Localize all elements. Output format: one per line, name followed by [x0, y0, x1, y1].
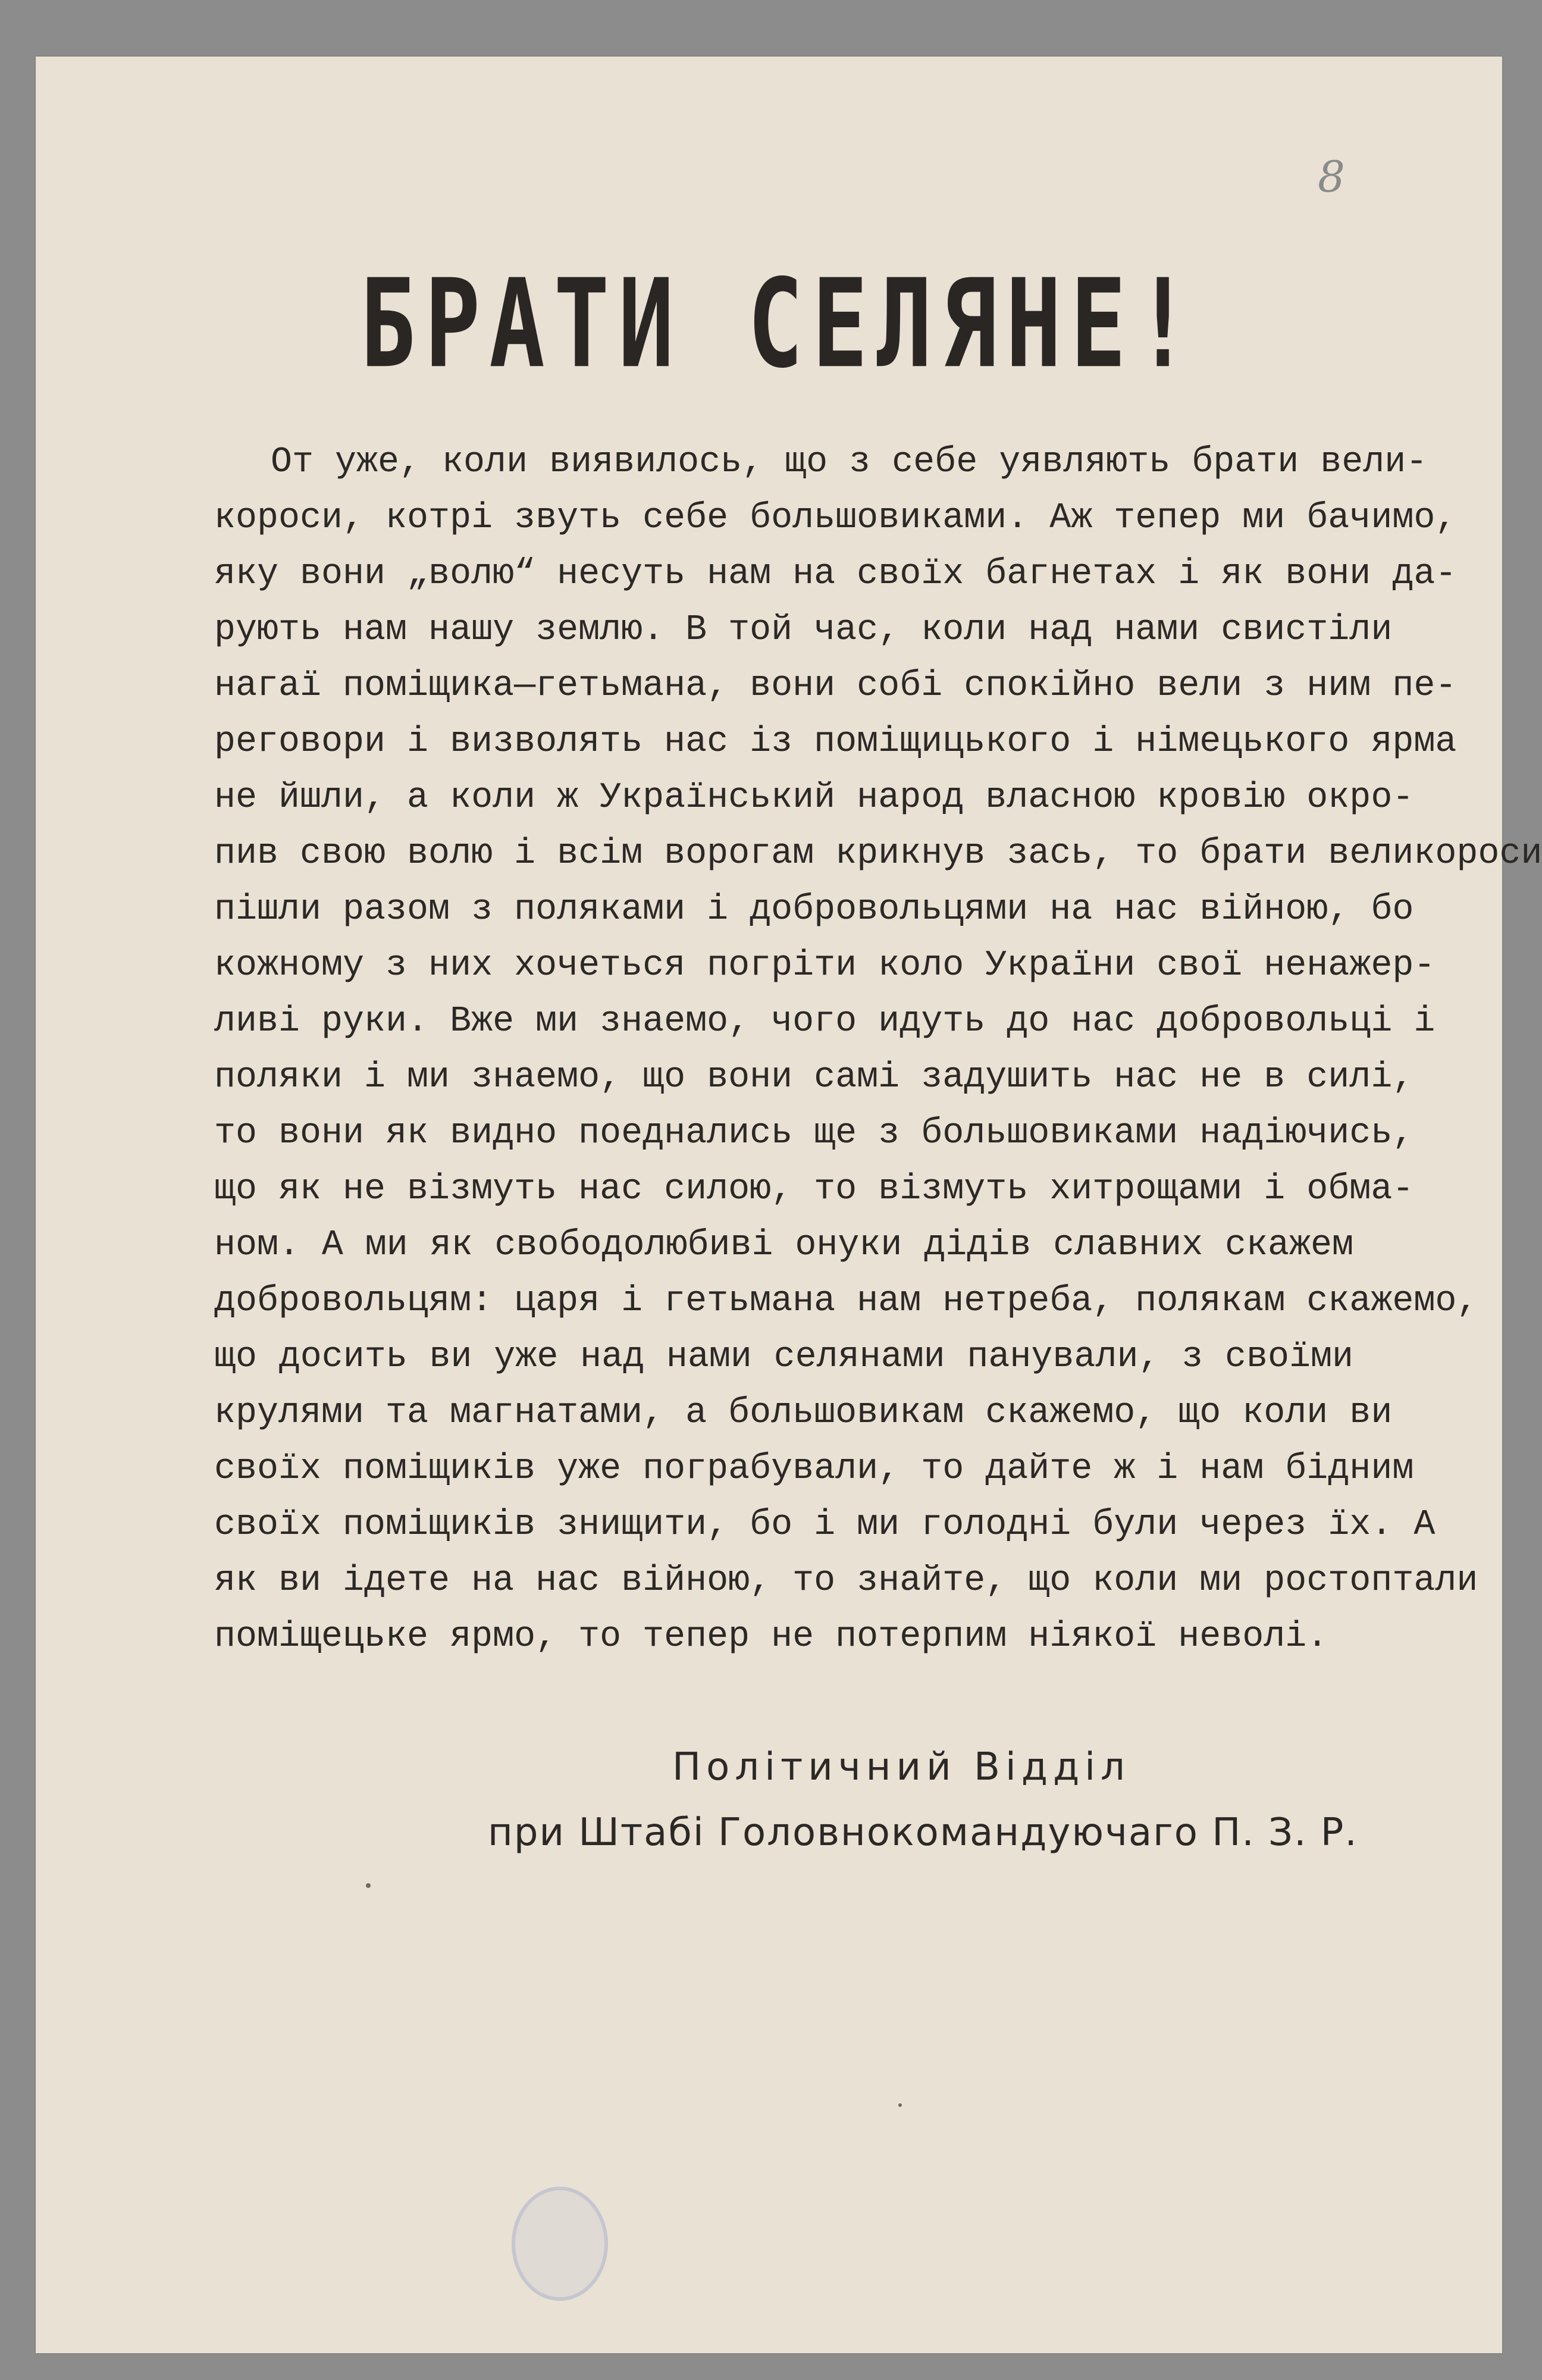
library-stamp: [512, 2187, 608, 2301]
body-line: як ви ідете на нас війною, то знайте, що коли ми ростоптали: [214, 1561, 1478, 1601]
body-line: що досить ви уже над нами селянами панували, з своїми: [214, 1337, 1353, 1377]
body-line: кожному з них хочеться погріти коло України свої ненажер-: [214, 945, 1436, 986]
body-line: крулями та магнатами, а большовикам скажемо, що коли ви: [214, 1393, 1393, 1433]
body-line: рують нам нашу землю. В той час, коли над нами свистіли: [214, 610, 1393, 650]
body-line: своїх поміщиків знищити, бо і ми голодні були через їх. А: [214, 1505, 1436, 1545]
body-line: поміщецьке ярмо, то тепер не потерпим ніякої неволі.: [214, 1617, 1328, 1657]
paper-speck: [898, 2103, 902, 2107]
body-line: нагаї поміщика—гетьмана, вони собі спокійно вели з ним пе-: [214, 666, 1457, 706]
body-line: пив свою волю і всім ворогам крикнув зась, то брати великороси: [214, 834, 1542, 874]
document-title: [360, 253, 1200, 395]
document-sheet: [36, 57, 1542, 2353]
body-line: не йшли, а коли ж Український народ власною кровію окро-: [214, 778, 1414, 818]
body-line: то вони як видно поедналиcь ще з большовиками надіючись,: [214, 1113, 1414, 1154]
signature-headquarters: при Штабі Головнокомандуючаго П. З. Р.: [488, 1811, 1358, 1855]
body-line: реговори і визволять нас із поміщицького і німецького ярма: [214, 722, 1457, 762]
body-line: пішли разом з поляками і добровольцями на нас війною, бо: [214, 890, 1414, 930]
paper-speck: [366, 1883, 371, 1888]
body-line: ном. А ми як свободолюбиві онуки дідів славних скажем: [214, 1225, 1353, 1266]
body-line: ливі руки. Вже ми знаемо, чого идуть до нас добровольці і: [214, 1001, 1436, 1042]
body-line: короси, котрі звуть себе большовиками. Аж тепер ми бачимо,: [214, 498, 1457, 538]
document-body: [214, 434, 1542, 1696]
body-line: поляки і ми знаемо, що вони самі задушить нас не в силі,: [214, 1057, 1414, 1098]
body-line: яку вони „волю“ несуть нам на своїх багнетах і як вони да-: [214, 554, 1457, 594]
body-line: що як не візмуть нас силою, то візмуть хитрощами і обма-: [214, 1169, 1414, 1210]
signature-block: [488, 1734, 1358, 1865]
body-line: своїх поміщиків уже пограбували, то дайте ж і нам бідним: [214, 1449, 1414, 1489]
body-line: От уже, коли виявилось, що з себе уявляють брати вели-: [271, 442, 1428, 483]
signature-department: Політичний Відділ: [672, 1745, 1130, 1789]
title-text: БРАТИ СЕЛЯНЕ!: [360, 253, 1200, 395]
page-number: 8: [1318, 152, 1345, 202]
body-line: добровольцям: царя і гетьмана нам нетреба, полякам скажемо,: [214, 1281, 1478, 1321]
